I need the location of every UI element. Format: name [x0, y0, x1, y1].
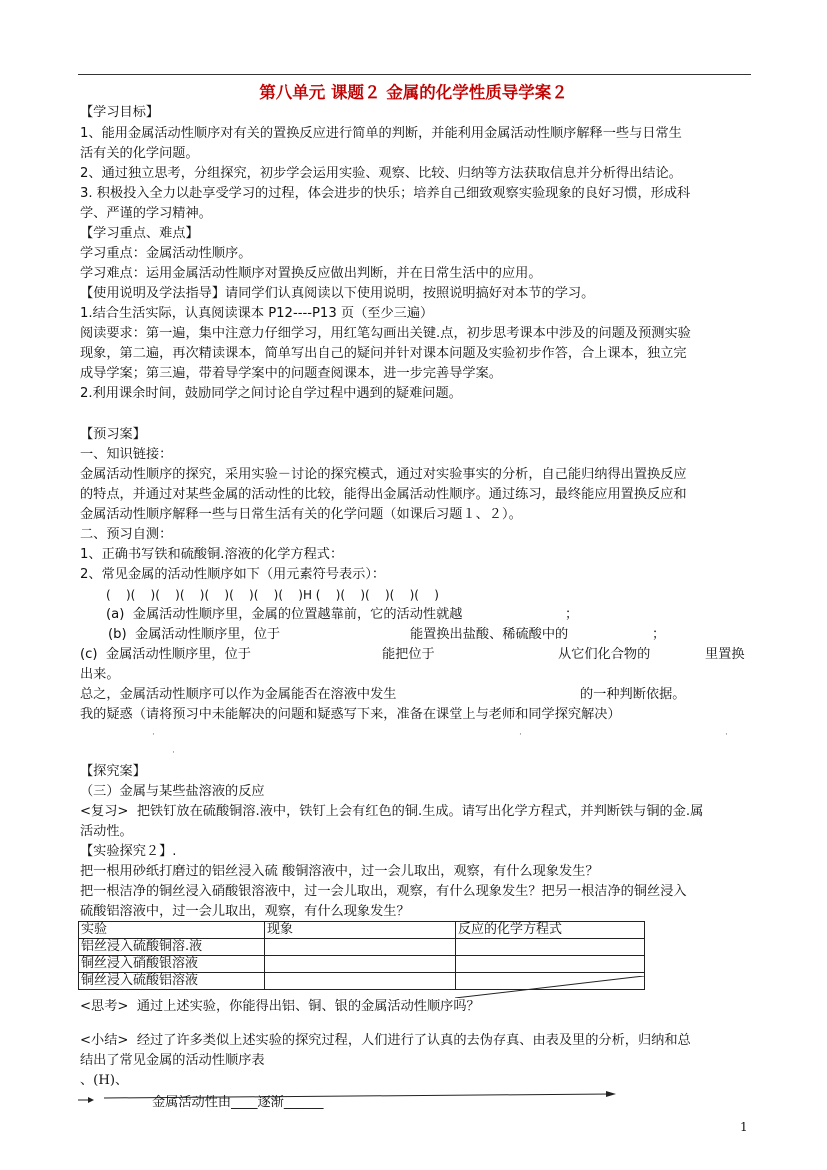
summary-end: 的一种判断依据。 [580, 687, 686, 702]
arrow-label: 金属活动性由____逐渐______ [152, 1095, 324, 1110]
text-line: 活动性。 [80, 824, 133, 839]
text-line: 学习难点：运用金属活动性顺序对置换反应做出判断，并在日常生活中的应用。 [80, 266, 542, 281]
table-diagonal-line [455, 976, 644, 998]
question-c-mid2: 从它们化合物的 [558, 647, 651, 662]
text-line: 出来。 [80, 667, 120, 682]
text-line: 金属活动性顺序解释一些与日常生活有关的化学问题（如课后习题１、２）。 [80, 507, 522, 522]
text-line: 1、能用金属活动性顺序对有关的置换反应进行简单的判断，并能利用金属活动性顺序解释一些与日常生 [80, 126, 682, 141]
table-header-row [79, 922, 645, 939]
stray-dot: · [519, 730, 522, 740]
text-line: <复习> 把铁钉放在硫酸铜溶.液中，铁钉上会有红色的铜.生成。请写出化学方程式，并判断铁与铜的金.属 [80, 804, 704, 819]
table-cell[interactable] [456, 956, 645, 973]
table-cell: 铜丝浸入硝酸银溶液 [79, 956, 265, 973]
text-line: 、(H)、 [80, 1073, 129, 1088]
text-line: 硫酸铝溶液中，过一会儿取出，观察，有什么现象发生？ [80, 904, 410, 919]
question-c-mid: 能把位于 [382, 647, 435, 662]
text-line: 现象，第二遍，再次精读课本，简单写出自己的疑问并针对课本问题及实验初步作答，合上课本，独立完 [80, 346, 687, 361]
text-line: 结出了常见金属的活动性顺序表 [80, 1053, 265, 1068]
table-cell: 铝丝浸入硫酸铜溶.液 [79, 939, 265, 956]
text-line: （三）金属与某些盐溶液的反应 [80, 784, 265, 799]
table-cell[interactable] [265, 939, 456, 956]
text-line: 3. 积极投入全力以赴享受学习的过程，体会进步的快乐；培养自己细致观察实验现象的良好习惯，形成科 [80, 186, 691, 201]
text-line: 的特点，并通过对某些金属的活动性的比较，能得出金属活动性顺序。通过练习，最终能应用置换反应和 [80, 487, 687, 502]
question-b-mid: 能置换出盐酸、稀硫酸中的 [410, 627, 569, 642]
table-cell[interactable] [265, 973, 456, 990]
text-line: 2.利用课余时间，鼓励同学之间讨论自学过程中遇到的疑难问题。 [80, 386, 462, 401]
text-line: 把一根用砂纸打磨过的铝丝浸入硫 酸铜溶液中，过一会儿取出，观察，有什么现象发生？ [80, 864, 599, 879]
stray-dot: · [152, 730, 155, 740]
question-c-end: 里置换 [705, 647, 745, 662]
text-line: 学习重点：金属活动性顺序。 [80, 246, 252, 261]
table-cell[interactable] [265, 956, 456, 973]
header-rule [78, 74, 751, 75]
section-heading-explore: 【探究案】 [80, 764, 146, 779]
stray-dot: · [172, 748, 175, 758]
text-line: 把一根洁净的铜丝浸入硝酸银溶液中，过一会儿取出，观察，有什么现象发生？把另一根洁净的铜丝浸入 [80, 884, 687, 899]
punct: ； [565, 607, 579, 622]
text-line: <小结> 经过了许多类似上述实验的探究过程，人们进行了认真的去伪存真、由表及里的分析，归纳和总 [80, 1033, 691, 1048]
text-line: 我的疑惑（请将预习中未能解决的问题和疑惑写下来，准备在课堂上与老师和同学探究解决） [80, 707, 621, 722]
table-cell[interactable] [456, 939, 645, 956]
text-line: 2、通过独立思考，分组探究，初步学会运用实验、观察、比较、归纳等方法获取信息并分析得出结论。 [80, 166, 682, 181]
question-b: (b) 金属活动性顺序里，位于 [108, 627, 281, 642]
summary-line: 总之，金属活动性顺序可以作为金属能否在溶液中发生 [80, 687, 397, 702]
question-a: (a) 金属活动性顺序里，金属的位置越靠前，它的活动性就越 [106, 607, 463, 622]
section-heading-objectives: 【学习目标】 [80, 105, 160, 120]
table-header: 实验 [79, 922, 265, 939]
page-title: 第八单元 课题２ 金属的化学性质导学案２ [259, 83, 568, 102]
text-line: 一、知识链接： [80, 447, 173, 462]
text-line: 活有关的化学问题。 [80, 146, 199, 161]
text-line: <思考> 通过上述实验，你能得出铝、铜、银的金属活动性顺序吗？ [80, 999, 480, 1014]
text-line: 阅读要求：第一遍，集中注意力仔细学习，用红笔勾画出关键.点，初步思考课本中涉及的问题及预测实验 [80, 326, 691, 341]
question-c: (c) 金属活动性顺序里，位于 [80, 647, 251, 662]
table-header: 现象 [265, 922, 456, 939]
text-line: 二、预习自测： [80, 527, 173, 542]
text-line: 成导学案；第三遍，带着导学案中的问题查阅课本，进一步完善导学案。 [80, 366, 502, 381]
text-line: 2、常见金属的活动性顺序如下（用元素符号表示）： [80, 567, 386, 582]
stray-dot: · [725, 730, 728, 740]
table-header: 反应的化学方程式 [456, 922, 645, 939]
text-line: 学、严谨的学习精神。 [80, 206, 212, 221]
table-row [79, 939, 645, 956]
table-cell: 铜丝浸入硫酸铝溶液 [79, 973, 265, 990]
text-line: 1.结合生活实际，认真阅读课本 P12----P13 页（至少三遍） [80, 306, 434, 321]
section-heading-experiment: 【实验探究２】. [80, 844, 177, 859]
activity-sequence-blanks: ( )( )( )( )( )( )( )( )H ( )( )( )( )( ) [106, 588, 439, 602]
section-heading-instructions: 【使用说明及学法指导】请同学们认真阅读以下使用说明，按照说明搞好对本节的学习。 [80, 286, 595, 301]
text-line: 金属活动性顺序的探究，采用实验－讨论的探究模式，通过对实验事实的分析，自己能归纳得出置换反应 [80, 467, 687, 482]
section-heading-preview: 【预习案】 [80, 427, 146, 442]
table-row [79, 956, 645, 973]
page-number: 1 [740, 1120, 748, 1134]
section-heading-keypoints: 【学习重点、难点】 [80, 226, 199, 241]
text-line: 1、正确书写铁和硫酸铜.溶液的化学方程式： [80, 547, 344, 562]
punct: ； [652, 627, 666, 642]
